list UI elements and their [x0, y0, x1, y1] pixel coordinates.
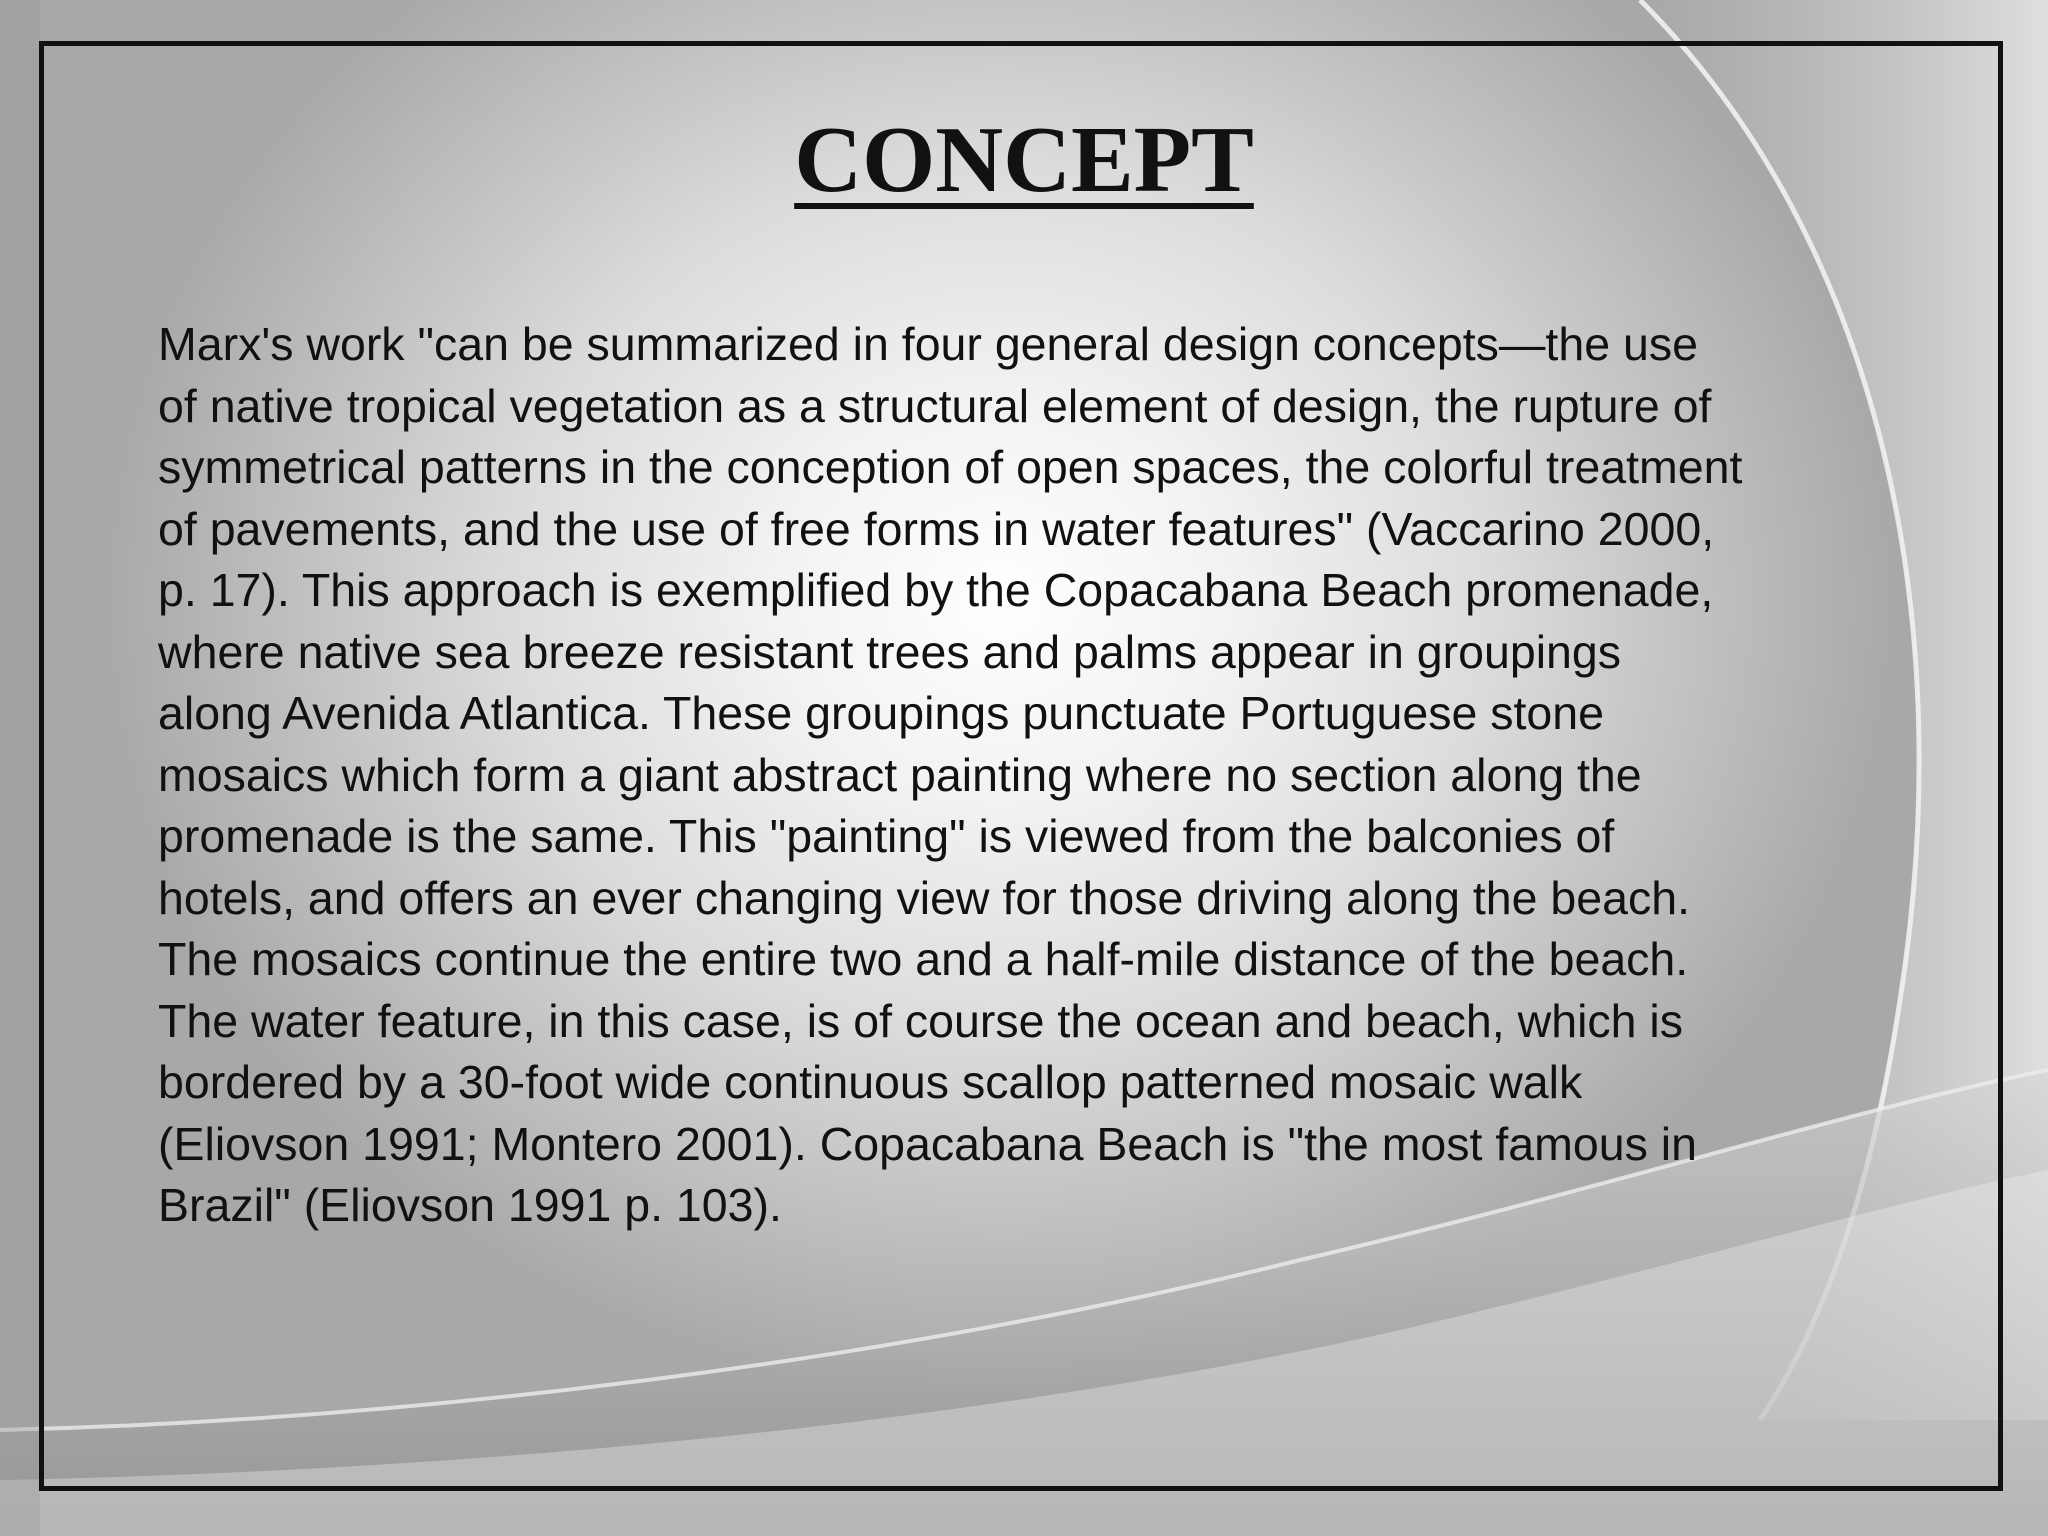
left-edge-shade [0, 0, 40, 1536]
slide-title [0, 100, 2048, 220]
slide-title-text: CONCEPT [794, 108, 1254, 212]
slide-body-paragraph: Marx's work "can be summarized in four general design concepts—the use of native tropical vegetation as a structural element of design, the rupture of symmetrical patterns in the conception of open spaces, the colorful treatment of pavements, and the use of free forms in water features" (Vaccarino 2000, p. 17). This approach is exemplified by the Copacabana Beach promenade, where native sea breeze resistant trees and palms appear in groupings along Avenida Atlantica. These groupings punctuate Portuguese stone mosaics which form a giant abstract painting where no section along the promenade is the same. This "painting" is viewed from the balconies of hotels, and offers an ever changing view for those driving along the beach. The mosaics continue the entire two and a half-mile distance of the beach. The water feature, in this case, is of course the ocean and beach, which is bordered by a 30-foot wide continuous scallop patterned mosaic walk (Eliovson 1991; Montero 2001). Copacabana Beach is "the most famous in Brazil" (Eliovson 1991 p. 103). [158, 318, 1743, 1231]
